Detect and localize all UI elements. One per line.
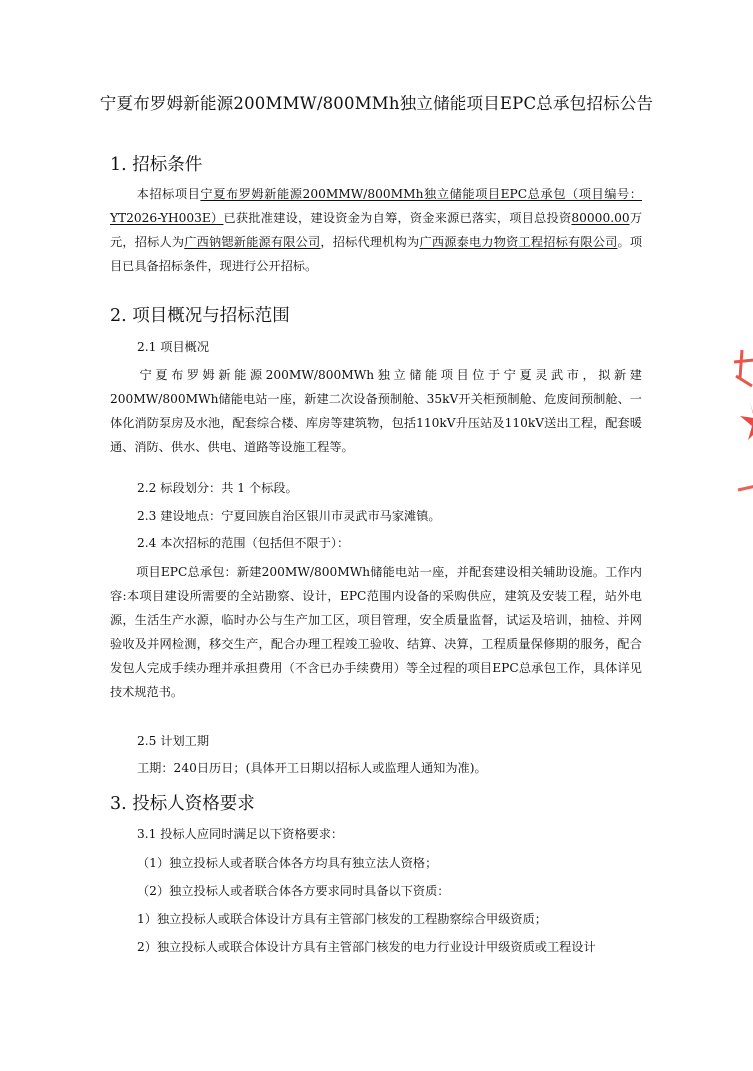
- section-3-heading: 3. 投标人资格要求: [110, 794, 255, 814]
- s2-sub-2-4: 2.4 本次招标的范围（包括但不限于）：: [137, 536, 350, 550]
- s1-text-1: 本招标项目: [136, 187, 201, 201]
- s1-text-5: 。项目已具备招标条件，现进行公开招标。: [110, 235, 643, 273]
- section-2-heading: 2. 项目概况与招标范围: [110, 306, 290, 326]
- s2-schedule: 工期：240日历日；(具体开工日期以招标人或监理人通知为准)。: [137, 761, 487, 775]
- s3-sub-3-1: 3.1 投标人应同时满足以下资格要求：: [137, 827, 344, 841]
- s2-scope-paragraph: [110, 560, 642, 704]
- s3-item-3: 1）独立投标人或联合体设计方具有主管部门核发的工程勘察综合甲级资质；: [137, 912, 547, 926]
- red-seal-stamp: [728, 340, 753, 510]
- s3-item-1: （1）独立投标人或者联合体各方均具有独立法人资格；: [137, 856, 438, 870]
- s1-investment: 80000.00: [571, 211, 630, 225]
- s1-tenderer: 广西钠锶新能源有限公司: [184, 235, 321, 249]
- s1-text-3: 万元，招标人为: [110, 211, 643, 249]
- s2-scope-text: 项目EPC总承包：新建200MW/800MWh储能电站一座，并配套建设相关辅助设施。工作内容:本项目建设所需要的全站勘察、设计，EPC范围内设备的采购供应，建筑及安装工程，站外电源，生活生产水源，临时办公与生产加工区，项目管理，安全质量监督，试运及培训，抽检、并网验收及并网检测，移交生产，配合办理工程竣工验收、结算、决算，工程质量保修期的服务，配合发包人完成手续办理并承担费用（不含已办手续费用）等全过程的项目EPC总承包工作，具体详见技术规范书。: [110, 565, 642, 699]
- section-1-paragraph: [110, 182, 642, 278]
- s2-overview-text: 宁夏布罗姆新能源200MW/800MWh独立储能项目位于宁夏灵武市，拟新建200MW/800MWh储能电站一座，新建二次设备预制舱、35kV开关柜预制舱、危废间预制舱、一体化消防泵房及水池，配套综合楼、库房等建筑物，包括110kV升压站及110kV送出工程，配套暖通、消防、供水、供电、道路等设施工程等。: [110, 368, 642, 454]
- s3-item-4: 2）独立投标人或联合体设计方具有主管部门核发的电力行业设计甲级资质或工程设计: [137, 940, 596, 954]
- s1-text-2: 已获批准建设，建设资金为自筹，资金来源已落实，项目总投资: [223, 211, 572, 225]
- section-1-heading: 1. 招标条件: [110, 155, 203, 175]
- s2-overview-paragraph: [110, 363, 642, 459]
- s2-sub-2-2: 2.2 标段划分：共 1 个标段。: [137, 481, 298, 495]
- s2-sub-2-5: 2.5 计划工期: [137, 734, 210, 748]
- s3-item-2: （2）独立投标人或者联合体各方要求同时具备以下资质：: [137, 884, 450, 898]
- document-title: 宁夏布罗姆新能源200MMW/800MMh独立储能项目EPC总承包招标公告: [99, 94, 654, 113]
- s1-project-name: 宁夏布罗姆新能源200MMW/800MMh独立储能项目EPC总承包（项目编号：YT2026-YH003E）: [110, 187, 642, 225]
- s2-sub-2-3: 2.3 建设地点：宁夏回族自治区银川市灵武市马家滩镇。: [137, 509, 441, 523]
- s2-sub-2-1: 2.1 项目概况: [137, 340, 210, 354]
- s1-agency: 广西源泰电力物资工程招标有限公司: [419, 235, 618, 249]
- s1-text-4: ，招标代理机构为: [320, 235, 420, 249]
